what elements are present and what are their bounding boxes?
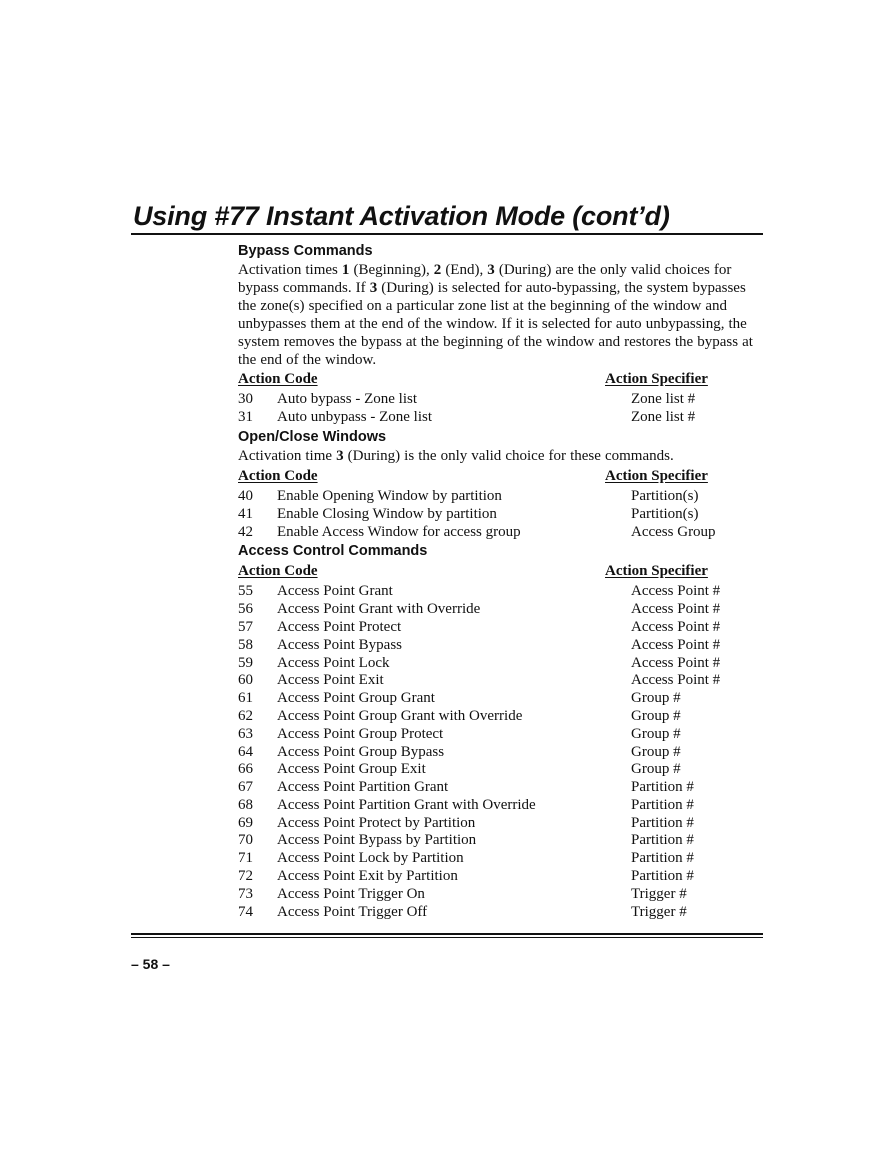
table-row [238,409,768,427]
action-code: 61 [238,690,253,707]
action-specifier-header: Action Specifier [605,467,708,484]
action-description: Access Point Group Exit [277,761,426,778]
section-heading: Access Control Commands [238,543,428,560]
action-code: 69 [238,814,253,831]
paragraph-text: Activation times [238,262,342,278]
action-specifier: Group # [631,690,681,707]
action-description: Access Point Grant [277,583,393,600]
action-code: 68 [238,796,253,813]
table-row [238,726,768,744]
column-headers [238,466,768,487]
action-description: Access Point Lock [277,654,390,671]
bold-text: 1 [341,262,350,278]
action-description: Access Point Exit [277,672,384,689]
action-description: Access Point Protect by Partition [277,814,476,831]
table-row [238,832,768,850]
action-code: 58 [238,636,253,653]
action-code: 74 [238,903,253,920]
action-description: Access Point Partition Grant with Override [277,796,536,813]
action-description: Access Point Group Bypass [277,743,445,760]
action-specifier-header: Action Specifier [605,371,708,388]
table-row [238,690,768,708]
action-specifier: Partition # [631,796,694,813]
action-description: Access Point Exit by Partition [277,868,458,885]
column-headers [238,561,768,582]
action-specifier: Access Group [631,523,716,540]
action-code: 59 [238,654,253,671]
action-description: Access Point Bypass by Partition [277,832,477,849]
section-heading: Open/Close Windows [238,429,387,446]
action-specifier: Partition # [631,850,694,867]
action-code: 56 [238,601,253,618]
table-row [238,850,768,868]
table-row [238,708,768,726]
section [238,541,768,921]
table-row [238,655,768,673]
bold-text: 3 [336,448,344,465]
action-specifier: Partition # [631,814,694,831]
action-specifier: Access Point # [631,672,721,689]
action-specifier: Group # [631,761,681,778]
action-code: 70 [238,832,253,849]
action-description: Enable Closing Window by partition [277,505,497,522]
action-specifier: Trigger # [631,903,687,920]
bold-text: 2 [433,262,442,278]
action-code: 31 [238,409,253,426]
action-specifier: Partition(s) [631,505,699,522]
footer-divider-top [131,933,763,935]
section-paragraph [238,447,768,466]
table-row [238,886,768,904]
table-row [238,815,768,833]
action-description: Access Point Trigger On [277,885,425,902]
table-row [238,744,768,762]
action-code: 42 [238,523,253,540]
action-code: 72 [238,868,253,885]
paragraph-text: (Beginning), [349,262,434,278]
action-description: Enable Access Window for access group [277,523,521,540]
action-code: 67 [238,779,253,796]
action-code: 40 [238,487,253,504]
table-row [238,601,768,619]
column-headers [238,369,768,390]
table-row [238,672,768,690]
section [238,427,768,541]
action-code: 66 [238,761,253,778]
table-row [238,868,768,886]
table-row [238,524,768,542]
action-description: Access Point Bypass [277,636,402,653]
action-specifier: Partition(s) [631,487,699,504]
paragraph-text: (End), [441,262,488,278]
action-code: 73 [238,885,253,902]
table-row [238,583,768,601]
action-description: Access Point Grant with Override [277,601,481,618]
action-code: 64 [238,743,253,760]
action-specifier: Zone list # [631,409,696,426]
action-specifier: Group # [631,707,681,724]
action-specifier: Access Point # [631,636,721,653]
table-row [238,391,768,409]
action-description: Access Point Group Grant with Override [277,707,523,724]
action-description: Access Point Trigger Off [277,903,428,920]
action-code: 60 [238,672,253,689]
action-code-header: Action Code [238,371,318,388]
action-description: Access Point Lock by Partition [277,850,464,867]
action-code: 55 [238,583,253,600]
action-specifier: Zone list # [631,391,696,408]
bold-text: 3 [487,262,495,278]
table-row [238,488,768,506]
title-divider [131,233,763,235]
action-specifier: Group # [631,725,681,742]
action-code: 71 [238,850,253,867]
table-row [238,619,768,637]
table-row [238,761,768,779]
action-code: 57 [238,618,253,635]
action-description: Access Point Protect [277,618,402,635]
action-table [238,487,768,541]
action-code-header: Action Code [238,467,318,484]
paragraph-text: (During) is selected for auto-bypassing, the system bypasses the zone(s) specified on a particular zone list at the beginning of the window and unbypasses them at the end of the window. If it is selected for auto unbypassing, the system removes the bypass at the beginning of the window and restores the bypass at the end of the window. [238,279,753,368]
action-specifier: Access Point # [631,654,721,671]
action-specifier-header: Action Specifier [605,563,708,580]
action-specifier: Partition # [631,779,694,796]
action-description: Enable Opening Window by partition [277,487,502,504]
page-title: Using #77 Instant Activation Mode (cont’d) [133,201,670,231]
action-specifier: Partition # [631,868,694,885]
table-row [238,506,768,524]
action-description: Auto bypass - Zone list [277,391,417,408]
content-area [238,241,768,921]
action-code: 30 [238,391,253,408]
action-code-header: Action Code [238,563,318,580]
action-table [238,582,768,921]
section-heading: Bypass Commands [238,243,373,259]
action-table [238,390,768,427]
table-row [238,797,768,815]
action-specifier: Access Point # [631,618,721,635]
paragraph-text: Activation time [238,448,337,465]
action-specifier: Access Point # [631,601,721,618]
table-row [238,779,768,797]
action-description: Access Point Group Protect [277,725,444,742]
action-description: Auto unbypass - Zone list [277,409,432,426]
action-description: Access Point Partition Grant [277,779,449,796]
table-row [238,637,768,655]
paragraph-text: (During) are the only valid choices for bypass commands. If [238,262,732,296]
section-paragraph [238,261,768,369]
action-description: Access Point Group Grant [277,690,435,707]
action-code: 41 [238,505,253,522]
action-specifier: Group # [631,743,681,760]
footer-divider-bottom [131,937,763,939]
paragraph-text: (During) is the only valid choice for these commands. [343,448,674,465]
section [238,241,768,427]
action-code: 62 [238,707,253,724]
table-row [238,904,768,922]
page-number: – 58 – [131,956,170,972]
action-specifier: Trigger # [631,885,687,902]
action-code: 63 [238,725,253,742]
action-specifier: Partition # [631,832,694,849]
action-specifier: Access Point # [631,583,721,600]
bold-text: 3 [369,279,378,296]
